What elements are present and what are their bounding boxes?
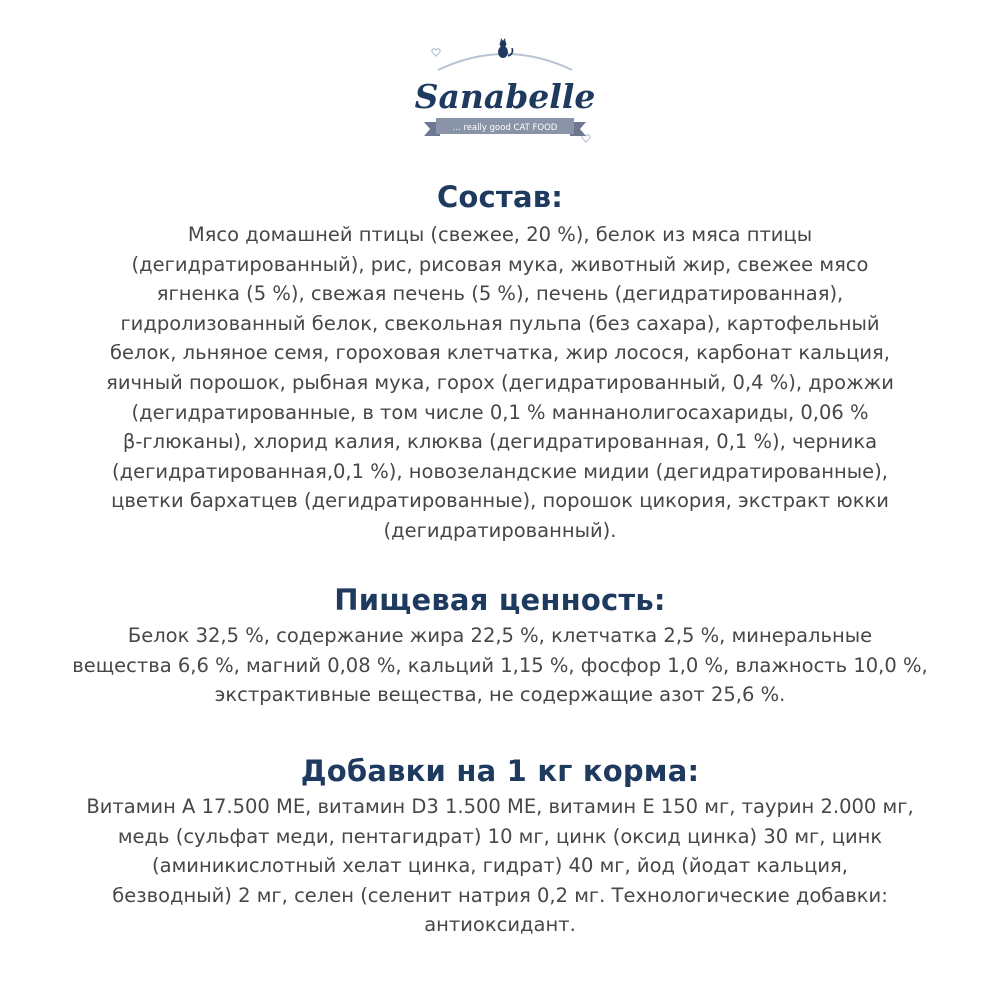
composition-text xyxy=(20,220,980,546)
nutrition-line: экстрактивные вещества, не содержащие азот 25,6 %. xyxy=(214,683,786,707)
logo-tagline-text: ... really good CAT FOOD xyxy=(452,123,558,133)
composition-line: β-глюканы), хлорид калия, клюква (дегидратированная, 0,1 %), черника xyxy=(122,430,878,454)
composition-line: яичный порошок, рыбная мука, горох (дегидратированный, 0,4 %), дрожжи xyxy=(106,370,894,394)
composition-line: (дегидратированный). xyxy=(383,518,617,542)
sanabelle-logo xyxy=(410,36,600,154)
composition-line: ягненка (5 %), свежая печень (5 %), печень (дегидратированная), xyxy=(156,282,844,306)
composition-line: Мясо домашней птицы (свежее, 20 %), белок из мяса птицы xyxy=(187,223,813,246)
composition-line: (дегидратированные, в том числе 0,1 % маннанолигосахариды, 0,06 % xyxy=(131,400,869,424)
nutrition-section xyxy=(20,583,980,710)
additives-text xyxy=(20,792,980,940)
composition-section xyxy=(20,180,980,546)
composition-line: белок, льняное семя, гороховая клетчатка, жир лосося, карбонат кальция, xyxy=(110,341,890,365)
logo-graphic xyxy=(410,36,600,154)
additives-heading: Добавки на 1 кг корма: xyxy=(300,754,700,788)
composition-line: (дегидратированный), рис, рисовая мука, животный жир, свежее мясо xyxy=(131,252,869,276)
composition-line: гидролизованный белок, свекольная пульпа (без сахара), картофельный xyxy=(120,311,880,335)
composition-heading: Состав: xyxy=(436,180,564,214)
additives-line: медь (сульфат меди, пентагидрат) 10 мг, цинк (оксид цинка) 30 мг, цинк xyxy=(117,824,883,848)
nutrition-text xyxy=(20,621,980,710)
nutrition-line: вещества 6,6 %, магний 0,08 %, кальций 1,15 %, фосфор 1,0 %, влажность 10,0 %, xyxy=(72,653,928,677)
heart-icon xyxy=(432,49,440,56)
logo-ribbon xyxy=(424,118,586,136)
additives-line: (аминикислотный хелат цинка, гидрат) 40 мг, йод (йодат кальция, xyxy=(152,854,848,878)
cat-icon xyxy=(498,38,513,58)
nutrition-heading: Пищевая ценность: xyxy=(334,583,666,617)
composition-line: цветки бархатцев (дегидратированные), порошок цикория, экстракт юкки xyxy=(111,489,889,513)
logo-brand-text: Sanabelle xyxy=(414,77,596,116)
nutrition-line: Белок 32,5 %, содержание жира 22,5 %, клетчатка 2,5 %, минеральные xyxy=(127,624,873,647)
additives-line: антиоксидант. xyxy=(424,913,576,937)
composition-line: (дегидратированная,0,1 %), новозеландские мидии (дегидратированные), xyxy=(112,459,888,483)
additives-section xyxy=(20,754,980,940)
additives-line: безводный) 2 мг, селен (селенит натрия 0,2 мг. Технологические добавки: xyxy=(112,883,888,907)
additives-line: Витамин А 17.500 МЕ, витамин D3 1.500 МЕ, витамин Е 150 мг, таурин 2.000 мг, xyxy=(86,795,914,818)
